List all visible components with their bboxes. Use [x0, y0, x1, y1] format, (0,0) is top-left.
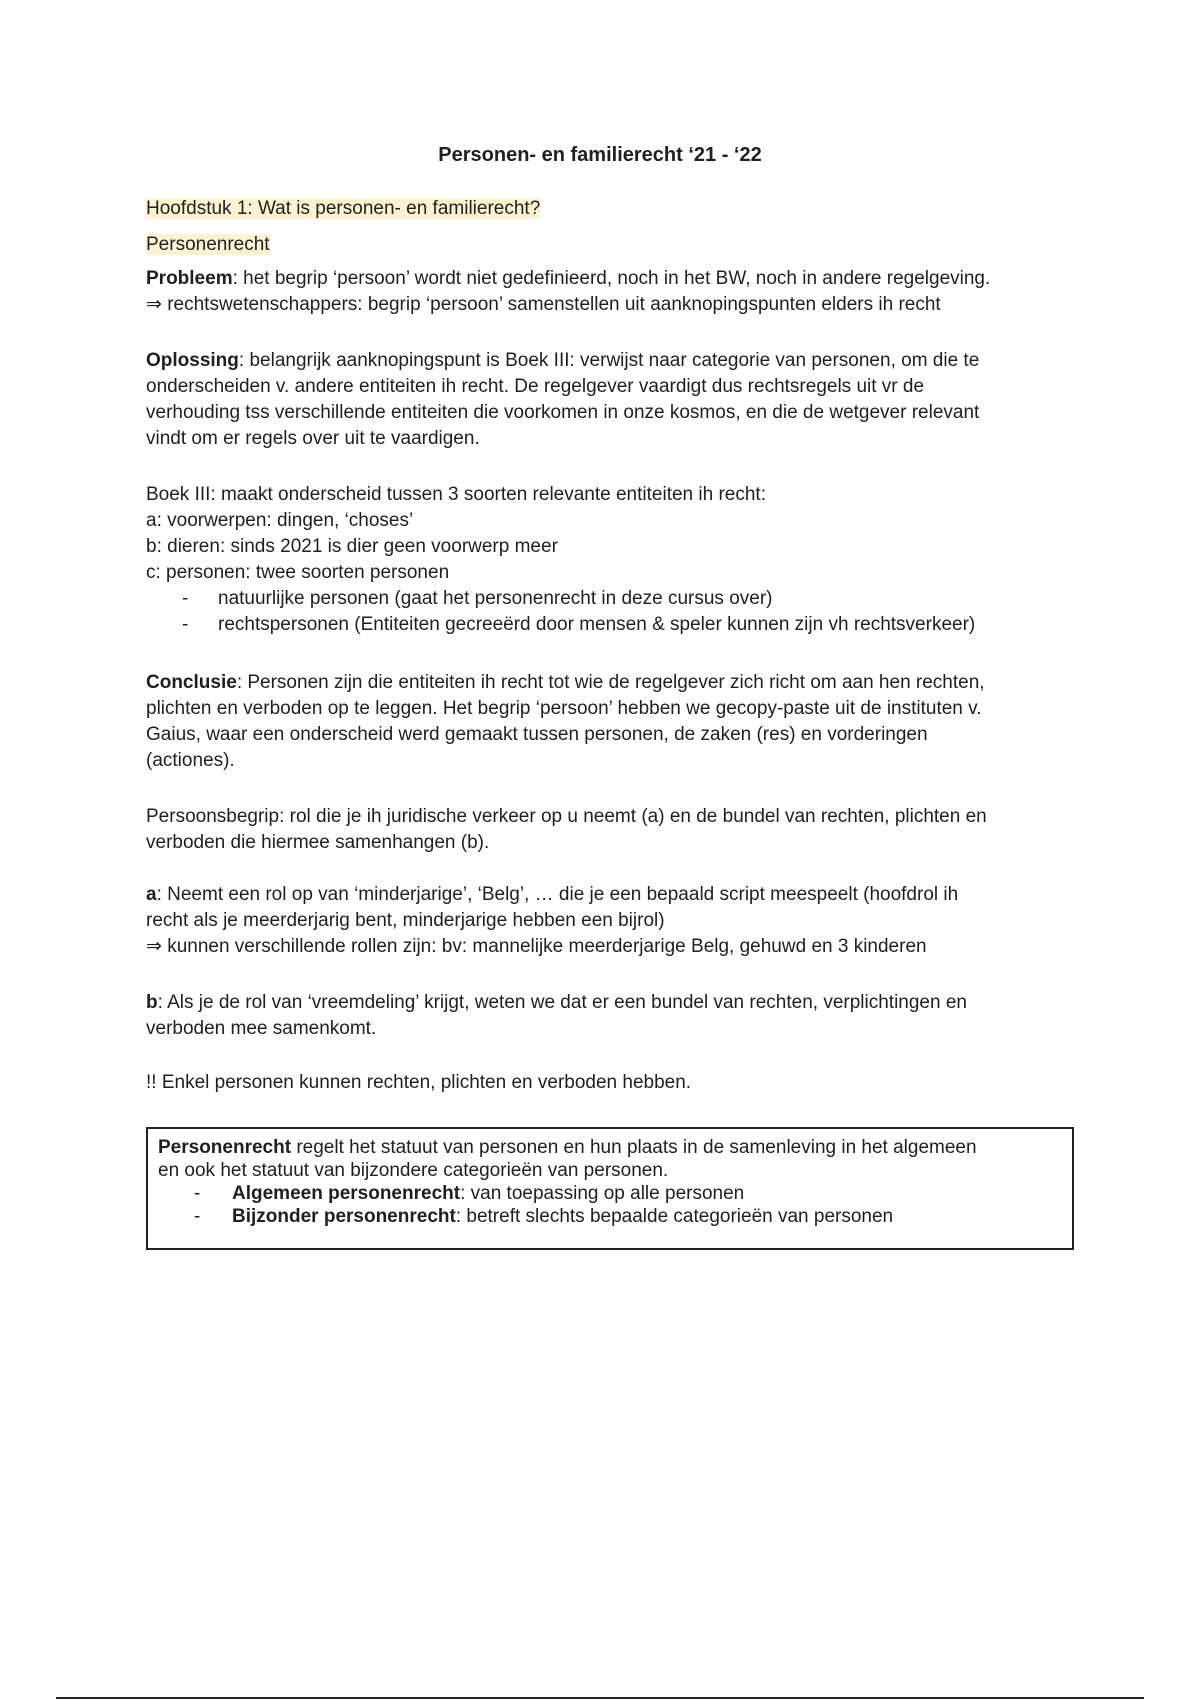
conclusie-line2: plichten en verboden op te leggen. Het begrip ‘persoon’ hebben we gecopy-paste uit de instituten v. — [146, 698, 982, 719]
box-list — [158, 1182, 1062, 1228]
boek-paragraph — [146, 482, 1066, 638]
conclusie-paragraph — [146, 670, 1066, 774]
a-line1: : Neemt een rol op van ‘minderjarige’, ‘Belg’, … die je een bepaald script meespeelt (hoofdrol ih — [156, 884, 959, 905]
box-line1: regelt het statuut van personen en hun plaats in de samenleving in het algemeen — [291, 1137, 977, 1158]
b-line1: : Als je de rol van ‘vreemdeling’ krijgt, weten we dat er een bundel van rechten, verplichtingen en — [157, 992, 967, 1013]
section-heading-block — [146, 232, 1066, 258]
oplossing-paragraph — [146, 348, 1066, 452]
oplossing-line1: : belangrijk aanknopingspunt is Boek III: verwijst naar categorie van personen, om die te — [238, 350, 980, 371]
boek-item-a: a: voorwerpen: dingen, ‘choses’ — [146, 510, 414, 531]
boek-item-c: c: personen: twee soorten personen — [146, 562, 450, 583]
list-item: - rechtspersonen (Entiteiten gecreeërd door mensen & speler kunnen zijn vh rechtsverkeer) — [146, 612, 1066, 638]
bottom-divider — [56, 1697, 1144, 1699]
b-label: b — [146, 992, 158, 1013]
boek-item-b: b: dieren: sinds 2021 is dier geen voorwerp meer — [146, 536, 558, 557]
note-text: !! Enkel personen kunnen rechten, plichten en verboden hebben. — [146, 1072, 692, 1093]
note-paragraph — [146, 1070, 1066, 1096]
conclusie-label: Conclusie — [146, 672, 237, 693]
box-item-text: : betreft slechts bepaalde categorieën van personen — [455, 1206, 894, 1227]
definition-box — [146, 1127, 1074, 1250]
box-item-label: Bijzonder personenrecht — [232, 1206, 456, 1227]
a-paragraph — [146, 882, 1066, 960]
b-line2: verboden mee samenkomt. — [146, 1018, 377, 1039]
persoonsbegrip-line2: verboden die hiermee samenhangen (b). — [146, 832, 490, 853]
probleem-line2: ⇒ rechtswetenschappers: begrip ‘persoon’ samenstellen uit aanknopingspunten elders ih recht — [146, 294, 941, 315]
a-label: a — [146, 884, 157, 905]
oplossing-label: Oplossing — [146, 350, 239, 371]
chapter-heading: Hoofdstuk 1: Wat is personen- en familierecht? — [146, 198, 541, 219]
a-line3: ⇒ kunnen verschillende rollen zijn: bv: mannelijke meerderjarige Belg, gehuwd en 3 kinderen — [146, 936, 927, 957]
conclusie-line3: Gaius, waar een onderscheid werd gemaakt tussen personen, de zaken (res) en vorderingen — [146, 724, 928, 745]
conclusie-line1: : Personen zijn die entiteiten ih recht tot wie de regelgever zich richt om aan hen rechten, — [236, 672, 985, 693]
oplossing-line4: vindt om er regels over uit te vaardigen. — [146, 428, 480, 449]
list-item — [158, 1205, 1062, 1228]
conclusie-line4: (actiones). — [146, 750, 235, 771]
list-item: - natuurlijke personen (gaat het personenrecht in deze cursus over) — [146, 586, 1066, 612]
probleem-text: : het begrip ‘persoon’ wordt niet gedefinieerd, noch in het BW, noch in andere regelgeving. — [232, 268, 991, 289]
box-item-label: Algemeen personenrecht — [232, 1183, 461, 1204]
persoonsbegrip-line1: Persoonsbegrip: rol die je ih juridische verkeer op u neemt (a) en de bundel van rechten, plichten en — [146, 806, 987, 827]
list-item — [158, 1182, 1062, 1205]
section-heading: Personenrecht — [146, 234, 270, 255]
boek-intro: Boek III: maakt onderscheid tussen 3 soorten relevante entiteiten ih recht: — [146, 484, 766, 505]
a-line2: recht als je meerderjarig bent, minderjarige hebben een bijrol) — [146, 910, 665, 931]
persoonsbegrip-paragraph — [146, 804, 1066, 856]
chapter-heading-block — [146, 196, 1066, 222]
b-paragraph — [146, 990, 1066, 1042]
personen-list — [146, 586, 1066, 638]
box-line2: en ook het statuut van bijzondere categorieën van personen. — [158, 1160, 669, 1181]
oplossing-line2: onderscheiden v. andere entiteiten ih recht. De regelgever vaardigt dus rechtsregels uit vr de — [146, 376, 925, 397]
box-label: Personenrecht — [158, 1137, 292, 1158]
probleem-label: Probleem — [146, 268, 233, 289]
probleem-paragraph — [146, 266, 1066, 318]
document-title: Personen- en familierecht ‘21 - ‘22 — [438, 144, 762, 166]
oplossing-line3: verhouding tss verschillende entiteiten die voorkomen in onze kosmos, en die de wetgever relevant — [146, 402, 980, 423]
box-item-text: : van toepassing op alle personen — [460, 1183, 745, 1204]
